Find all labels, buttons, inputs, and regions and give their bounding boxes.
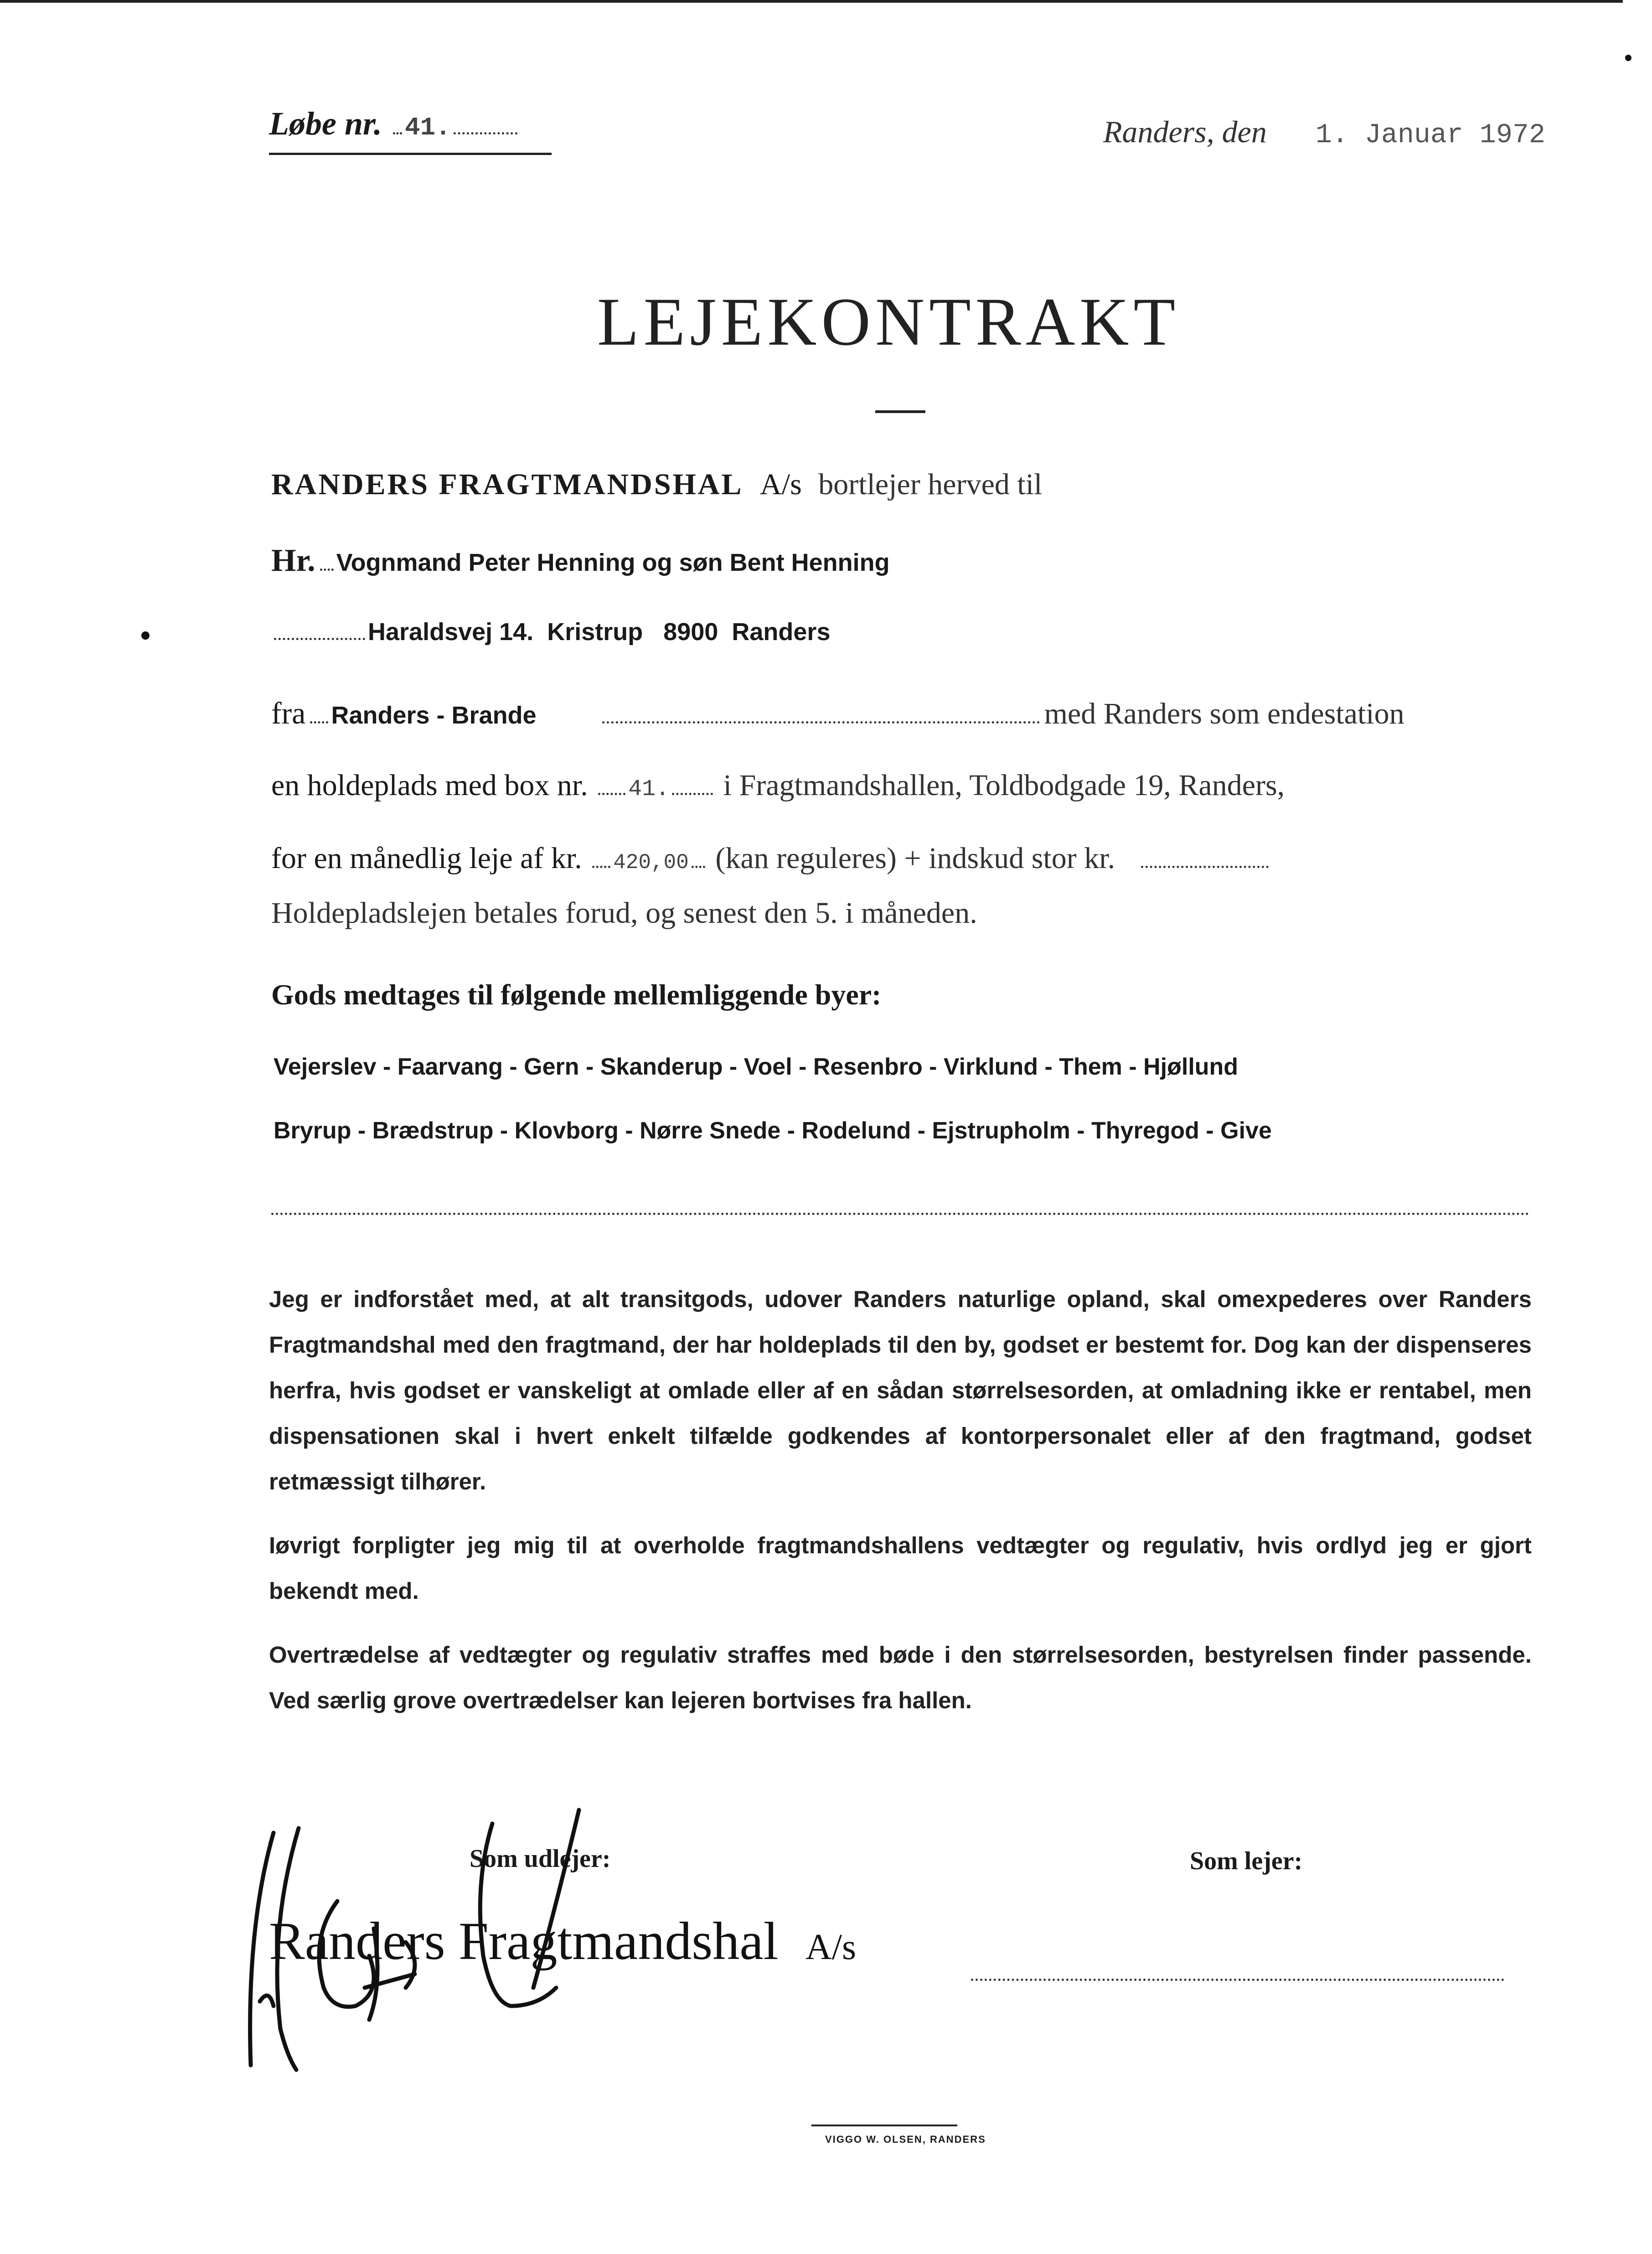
printer-mark: VIGGO W. OLSEN, RANDERS [825, 2134, 986, 2145]
place-date [1103, 114, 1545, 151]
landlord-label: Som udlejer: [470, 1845, 611, 1873]
box-line [271, 768, 1285, 803]
terms-paragraph-1: Jeg er indforstået med, at alt transitgods, udover Randers naturlige opland, skal omexpederes over Randers Fragtmandshal med den fragtmand, der har holdeplads til den by, godset er bestemt for. Dog kan der dispenseres herfra, hvis godset er vanskeligt at omlade eller af en sådan størrelsesorden, at omladning ikke er rentabel, men dispensationen skal i hvert enkelt tilfælde godkendes af kontorpersonalet eller af den fragtmand, godset retmæssigt tilhører. [269, 1286, 1532, 1494]
route-from-label: fra [271, 696, 306, 730]
box-suffix: i Fragtmandshallen, Toldbodgade 19, Randers, [723, 769, 1285, 802]
intro-phrase: bortlejer herved til [818, 468, 1043, 501]
box-prefix: en holdeplads med box nr. [271, 769, 588, 802]
printer-rule [811, 2125, 957, 2126]
lobe-nr-line [269, 105, 520, 143]
date-value: 1. Januar 1972 [1315, 120, 1545, 151]
rent-line [271, 841, 1271, 876]
place-date-label: Randers, den [1103, 114, 1267, 149]
document-title: LEJEKONTRAKT [597, 284, 1180, 360]
intro-line [271, 467, 1042, 502]
terms-paragraph-2: Iøvrigt forpligter jeg mig til at overholde fragtmandshallens vedtægter og regulativ, hvis ordlyd jeg er gjort bekendt med. [269, 1532, 1532, 1604]
lobe-nr-underline [269, 153, 552, 155]
route-from-value: Randers - Brande [331, 702, 537, 729]
rent-prefix: for en månedlig leje af kr. [271, 842, 582, 875]
route-endstation: med Randers som endestation [1044, 697, 1404, 730]
landlord-company-suffix: A/s [805, 1927, 857, 1967]
tenant-label: Som lejer: [1190, 1847, 1303, 1875]
towns-heading: Gods medtages til følgende mellemliggende byer: [271, 978, 882, 1011]
company-name: RANDERS FRAGTMANDSHAL [271, 468, 743, 501]
terms-section [269, 1277, 1532, 1742]
towns-extra-line [271, 1213, 1529, 1215]
rent-suffix: (kan reguleres) + indskud stor kr. [715, 842, 1115, 875]
handwritten-signature [219, 1792, 720, 2111]
top-border-line [0, 0, 1623, 3]
tenant-address: Haraldsvej 14. Kristrup 8900 Randers [368, 618, 831, 646]
company-suffix: A/s [760, 468, 802, 501]
box-number: 41. [628, 776, 670, 802]
scan-speck [141, 631, 150, 640]
tenant-signature-line [971, 1979, 1504, 1981]
tenant-name-line [271, 543, 890, 579]
scan-speck [1625, 55, 1631, 61]
lobe-nr-value: 41. [405, 113, 451, 142]
tenant-salutation: Hr. [271, 543, 315, 578]
tenant-name: Vognmand Peter Henning og søn Bent Henning [336, 549, 890, 576]
terms-paragraph-3: Overtrædelse af vedtægter og regulativ straffes med bøde i den størrelsesorden, bestyrelsen finder passende. Ved særlig grove overtrædelser kan lejeren bortvises fra hallen. [269, 1642, 1532, 1713]
tenant-address-line [271, 618, 830, 646]
title-rule [875, 410, 925, 413]
route-line [271, 695, 1404, 731]
rent-value: 420,00 [613, 851, 689, 874]
towns-line-2: Bryrup - Brædstrup - Klovborg - Nørre Snede - Rodelund - Ejstrupholm - Thyregod - Give [274, 1117, 1272, 1144]
towns-line-1: Vejerslev - Faarvang - Gern - Skanderup - Voel - Resenbro - Virklund - Them - Hjøllund [274, 1054, 1239, 1080]
landlord-company-name: Randers Fragtmandshal [269, 1911, 779, 1971]
lobe-nr-label: Løbe nr. [269, 105, 382, 142]
payment-terms: Holdepladslejen betales forud, og senest den 5. i måneden. [271, 896, 977, 930]
